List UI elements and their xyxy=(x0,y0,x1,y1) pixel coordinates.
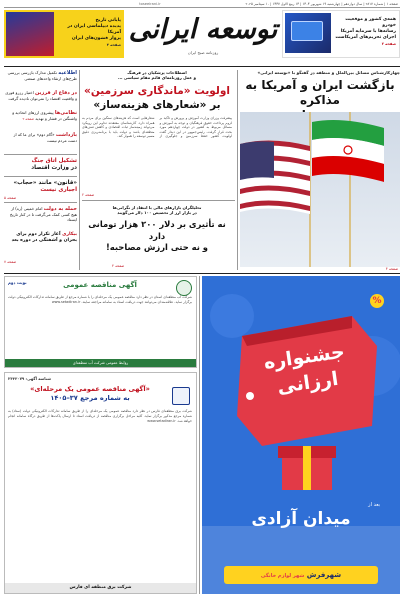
side-page-ref-3: صفحه ۷ xyxy=(4,260,17,264)
side-divider-2 xyxy=(4,176,77,177)
festival-headline: میدان آزادی xyxy=(251,509,351,529)
side-page-ref-2: صفحه ۵ xyxy=(4,196,17,200)
right-promo[interactable] xyxy=(282,10,400,58)
side-item-5[interactable]: تشکیل اتاق جنگ در وزارت اقتصاد xyxy=(31,158,77,171)
side-item-3[interactable]: نظامی‌ها پیشروی ارزهای اتحادیه و واشنگتن در فشار و تهدید صفحه ۲ xyxy=(12,110,77,121)
side-divider-3 xyxy=(4,202,77,203)
side-item-8[interactable]: بیکاری آغاز تکرار دوم برای بحران و آشفتگی در دوره بعد xyxy=(11,232,77,243)
site-url[interactable]: toseeirani.ir xyxy=(139,2,161,6)
ads-divider xyxy=(199,276,200,594)
lead-headline: بازگشت ایران و آمریکا به مذاکره xyxy=(245,78,395,107)
flags-illustration xyxy=(240,112,400,267)
notice-1-title: آگهی مناقصه عمومی xyxy=(63,281,137,289)
currency-story[interactable] xyxy=(82,205,232,269)
notice-1[interactable] xyxy=(4,276,197,368)
festival-brand: شهرفرش شهر لوازم خانگی xyxy=(260,571,342,579)
side-divider-1 xyxy=(4,154,77,155)
left-promo-text: پایانی تاریخ پدیده دیپلماسی ایران در آمریکا پرواز قشون‌های ایران صفحه ۴ xyxy=(67,18,121,47)
masthead-divider xyxy=(4,66,400,67)
festival-title: جشنواره ارزانی xyxy=(262,340,347,399)
side-item-2[interactable]: در دفاع از فرزین اختیار رزرو فوری و واقعیت اقتصاد را نمی‌توان نادیده گرفت xyxy=(5,90,77,101)
notice-2-body: شرکت برق منطقه‌ای فارس در نظر دارد مناقصه عمومی یک مرحله‌ای را از طریق سامانه تدارکات الکترونیکی دولت (ستاد) به شماره مرجع مذکور برگزار نماید. کلیه مراحل برگزاری مناقصه از دریافت اسناد تا ارسال پاکت‌ها از طریق درگاه سامانه انجام خواهد شد. www.setadiran.ir xyxy=(8,409,192,424)
center-kicker: اصطلاحات پزشکیان در فرهنگ و عمل روزنامه‌ای قائم مقام سیاسی ... xyxy=(117,70,197,80)
center-h-divider xyxy=(82,200,235,201)
notice-1-label: نوبت دوم xyxy=(8,280,27,285)
notice-2-title: «آگهی مناقصه عمومی یک مرحله‌ای» به شماره مرجع ۳۷–۱۴۰۵ xyxy=(30,385,150,402)
notice-2-logo xyxy=(172,387,190,405)
festival-after: بعد از xyxy=(368,502,380,508)
col-divider-2 xyxy=(79,70,80,270)
center-body: پیشرفت وزرای وزارت آموزش و پرورش و تأکید بر لزوم پرداخت حقوق فرهنگیان و توجه به آموزش و مسائل مربوط به کشور در دولت چهاردهم مورد بحث قرار گرفت. رئیس‌جمهور در این دیدار گفت اولویت کشور حفظ سرزمین و جلوگیری از شعارهایی است که هزینه‌های سنگین برای مردم به همراه دارد. کارشناسان معتقدند تداوم این رویکرد می‌تواند زمینه‌ساز ثبات اقتصادی و کاهش تنش‌های منطقه‌ای باشد و دولت باید با برنامه‌ریزی دقیق مسیر توسعه را هموار کند. xyxy=(82,116,232,138)
currency-headline: نه تأثیری بر دلار ۲۰۰ هزار تومانی دارد و نه حتی ارزش مصاحبه! xyxy=(88,219,226,252)
center-page-ref: صفحه ۲ xyxy=(82,193,95,198)
notice-2-label: شناسه آگهی: ۲۴۴۳۰۷۹ xyxy=(8,376,51,381)
notice-1-logo xyxy=(176,280,192,296)
notice-2-footer: شرکت برق منطقه ای فارس xyxy=(5,583,196,593)
mid-divider xyxy=(4,273,400,274)
card-icon xyxy=(291,21,323,41)
festival-graphics xyxy=(202,276,400,594)
notice-2[interactable] xyxy=(4,372,197,594)
lead-page-ref: صفحه ۳ xyxy=(385,267,398,272)
currency-kicker: تحلیلگران بازارهای مالی با انتقاد از نگرانی‌ها در بازار ارز از تخصیص ۱۰۰ دلار می‌گویند xyxy=(112,205,202,215)
side-item-7[interactable]: حمله به دولت امام خمینی (ره) از هیچ کسی کمک می‌گرفت تا در کنار تاریخ ایستاد xyxy=(9,206,77,223)
right-promo-text: همه‌ی کشور و موقعیت خودرو رسانه‌ها با سرمایه آمریکا اجرای تحریم‌های آمریکاست صفحه ۳ xyxy=(335,17,396,46)
promo-photo-left xyxy=(6,12,54,56)
currency-page-ref: صفحه ۴ xyxy=(112,264,125,269)
side-item-4[interactable]: بازداشت «گام دوم» برای ما که از دست مردم نیست xyxy=(13,132,77,143)
col-divider-1 xyxy=(237,70,238,270)
center-headline: اولویت «ماندگاری سرزمین» بر «شعارهای هزینه‌ساز» xyxy=(84,85,230,111)
left-promo[interactable] xyxy=(4,10,124,58)
side-item-6[interactable]: «قانون» مانند «حجاب» اجباری نیست xyxy=(13,180,77,193)
top-date-strip: صفحه ۱ | شماره ۲۸۱۷ | سال دوازدهم | چهارشنبه ۱۹ شهریور ۱۴۰۴ | ۱۴ ربیع الاول ۱۴۴۷ | ۱۰ سپتامبر ۲۰۲۵ xyxy=(245,2,398,6)
center-story[interactable] xyxy=(82,70,232,198)
masthead-logo: توسعه ایرانی روزنامه صبح ایران xyxy=(128,14,278,55)
side-item-1[interactable]: اطلاعیه تکمیل مدارک بازرسی بررسی طرح‌های ارتقاء واحدهای صنعتی xyxy=(7,70,77,81)
notice-1-body: شرکت آب منطقه‌ای استان در نظر دارد مناقصه عمومی یک مرحله‌ای را با شماره مرجع از طریق سامانه تدارکات الکترونیکی دولت برگزار نماید. علاقه‌مندان می‌توانند جهت دریافت اسناد به سامانه مراجعه نمایند. www.setadiran.ir xyxy=(8,295,192,304)
festival-ad[interactable] xyxy=(202,276,400,594)
lead-kicker: چهارکارشناس مسائل بین‌الملل و منطقه در گفتگو با «توسعه ایرانی» xyxy=(257,70,400,75)
side-column xyxy=(4,70,77,270)
promo-photo xyxy=(285,13,331,53)
percent-badge: % xyxy=(370,294,384,308)
notice-1-footer: روابط عمومی شرکت آب منطقه‌ای xyxy=(5,359,196,367)
lead-story[interactable] xyxy=(240,70,400,270)
flags-photo xyxy=(240,112,400,267)
top-divider xyxy=(4,7,400,8)
